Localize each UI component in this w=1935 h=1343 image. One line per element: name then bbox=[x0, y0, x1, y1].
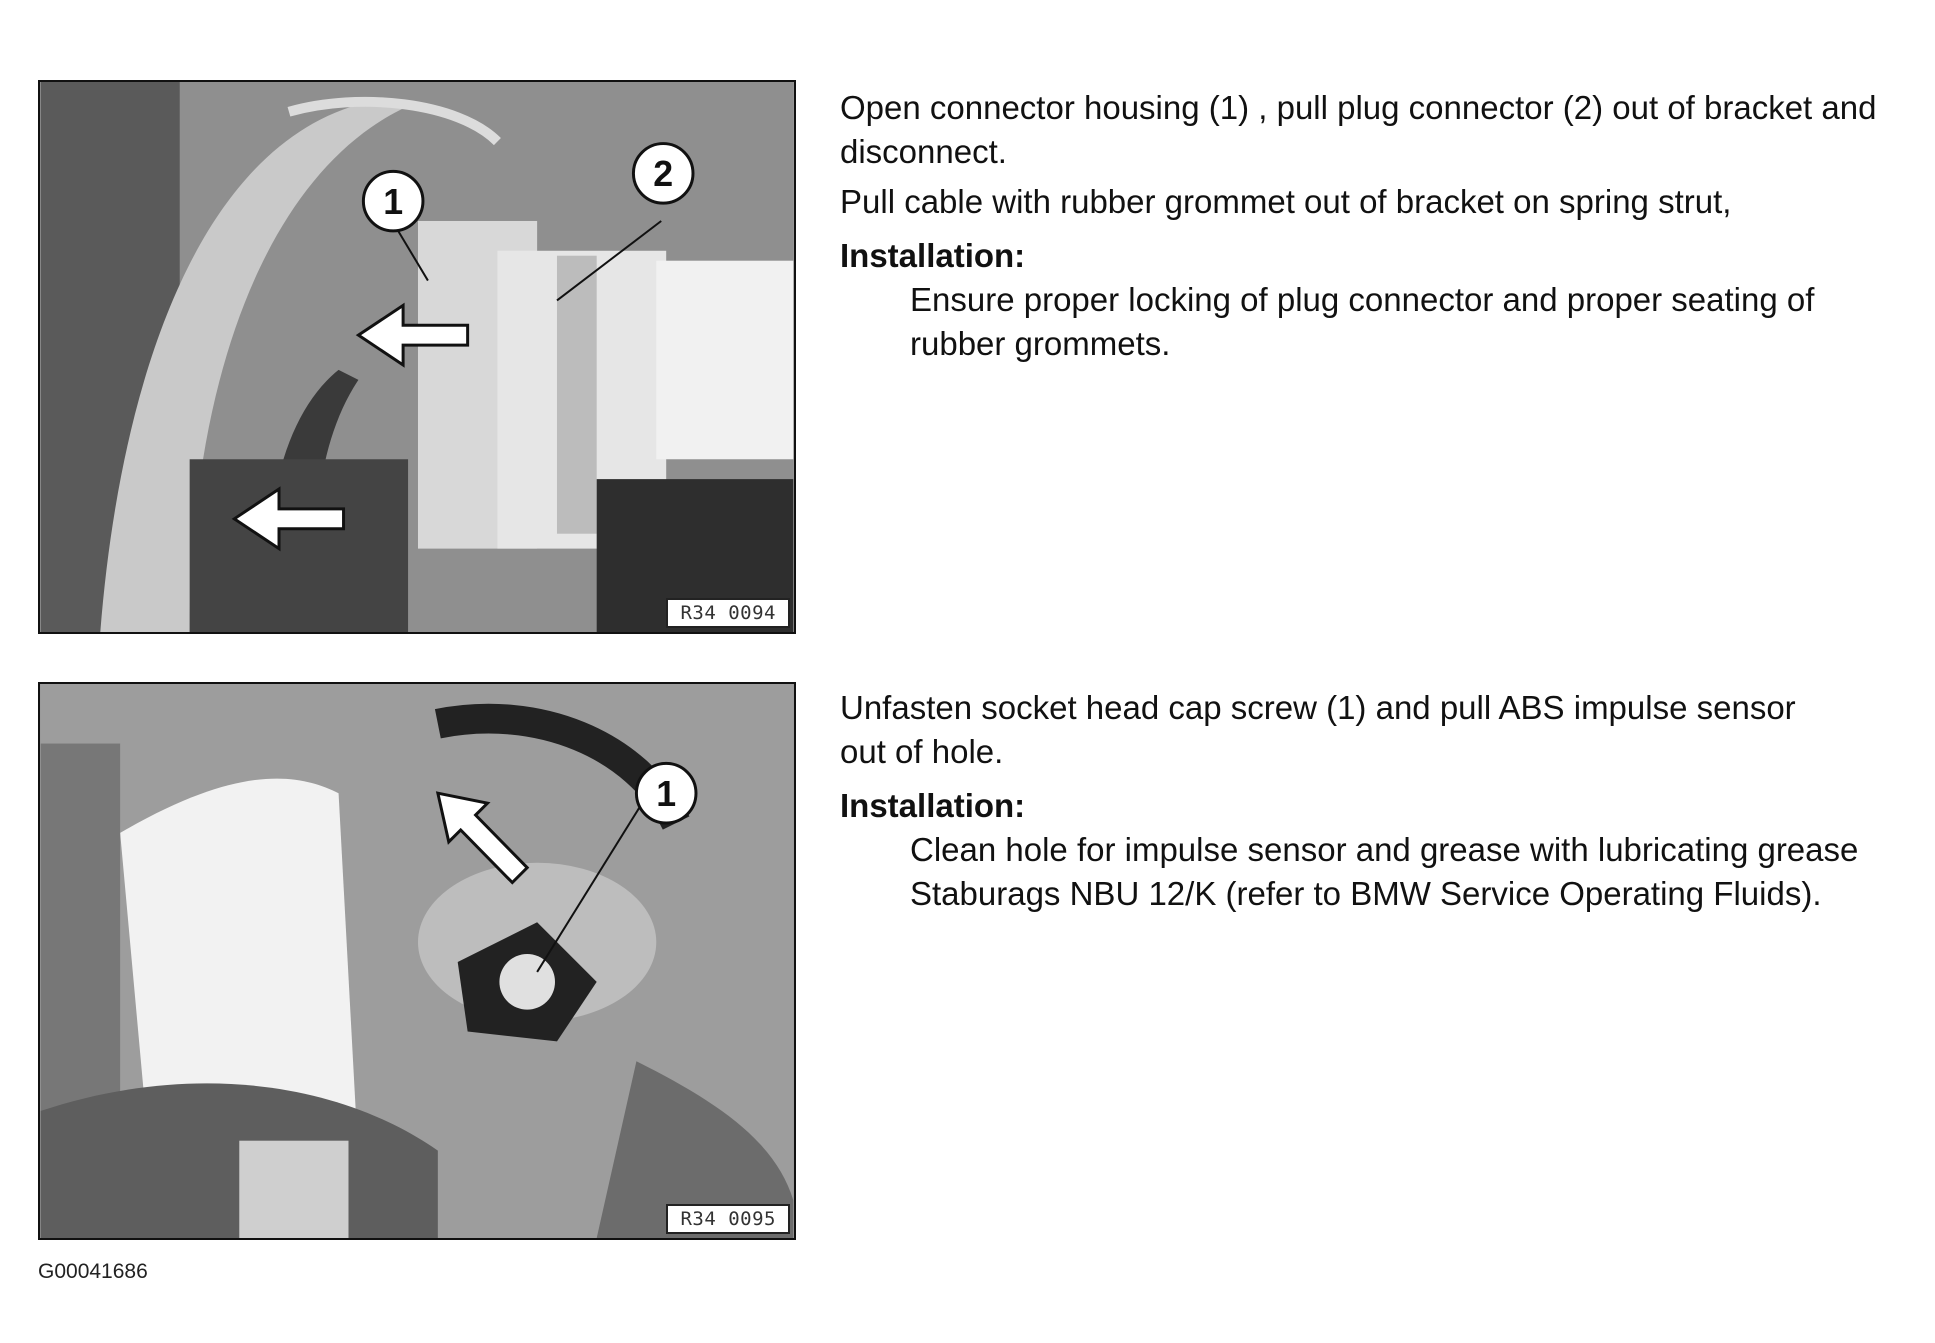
step2-text bbox=[840, 686, 1910, 916]
photo-abs-sensor bbox=[38, 682, 796, 1240]
step1-instruction2: Pull cable with rubber grommet out of bracket on spring strut, bbox=[840, 183, 1732, 220]
photo-connector-housing bbox=[38, 80, 796, 634]
step2-install-heading: Installation: bbox=[840, 787, 1026, 824]
photo-connector-housing-illustration bbox=[40, 82, 794, 632]
step1-install-text: Ensure proper locking of plug connector and proper seating of rubber grommets. bbox=[910, 281, 1815, 362]
step2-instruction: Unfasten socket head cap screw (1) and pull ABS impulse sensor out of hole. bbox=[840, 689, 1796, 770]
figure-id: G00041686 bbox=[38, 1260, 148, 1283]
step1-instruction: Open connector housing (1) , pull plug connector (2) out of bracket and disconnect. bbox=[840, 89, 1877, 170]
figure-code-label-2: R34 0095 bbox=[666, 1204, 790, 1234]
step1-text bbox=[840, 86, 1910, 366]
step2-install-text: Clean hole for impulse sensor and grease with lubricating grease Staburags NBU 12/K (refer to BMW Service Operating Fluids). bbox=[910, 831, 1859, 912]
callout-1: 1 bbox=[383, 182, 404, 223]
photo-abs-sensor-illustration bbox=[40, 684, 794, 1238]
step1-install-heading: Installation: bbox=[840, 237, 1026, 274]
figure-code-label: R34 0094 bbox=[666, 598, 790, 628]
callout-1-fig2: 1 bbox=[656, 774, 677, 815]
callout-2: 2 bbox=[653, 154, 674, 195]
